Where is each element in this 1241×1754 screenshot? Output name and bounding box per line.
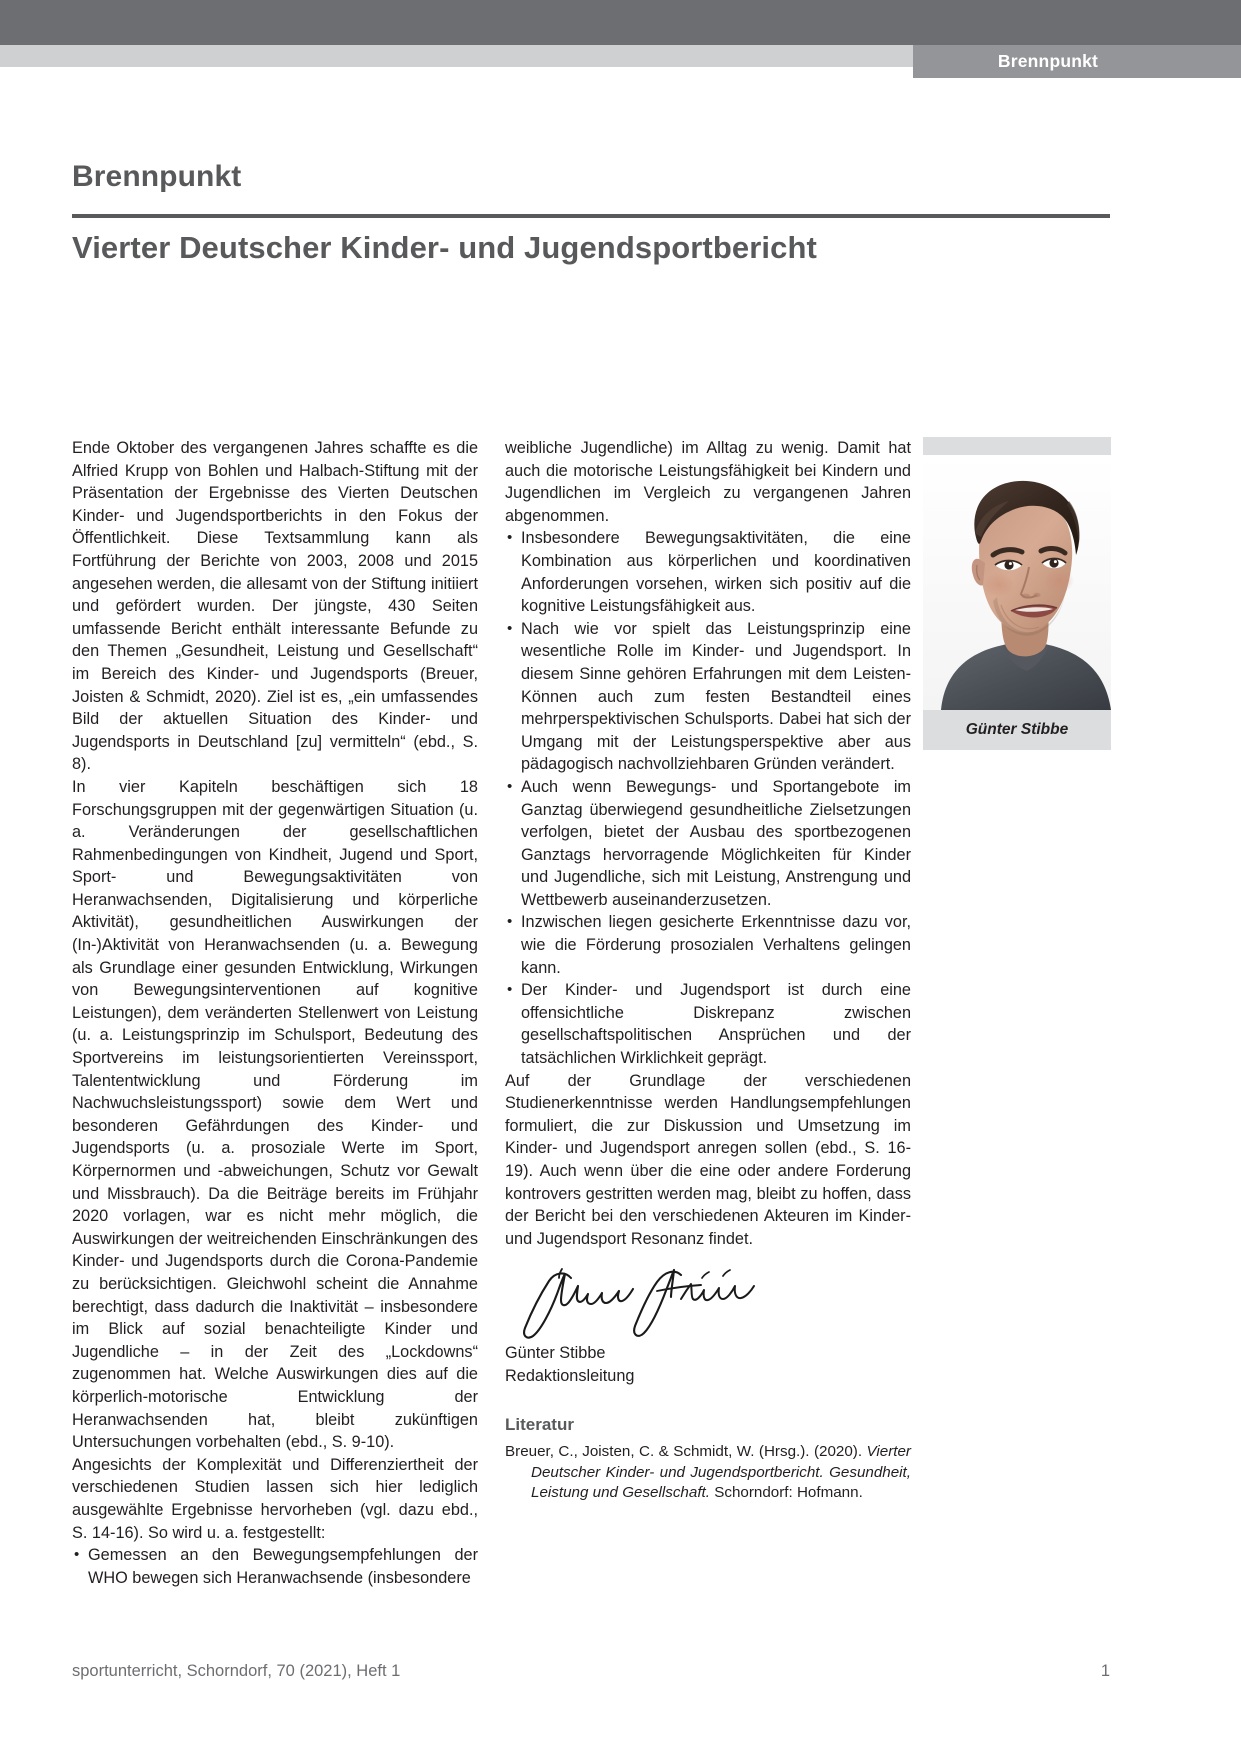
literature-authors-year: Breuer, C., Joisten, C. & Schmidt, W. (Hrsg.). (2020). — [505, 1443, 867, 1461]
footer-page-number: 1 — [1100, 1662, 1110, 1680]
author-photo-block — [923, 437, 1111, 750]
list-item: • Auch wenn Bewegungs- und Sportangebote im Ganztag überwiegend gesundheitliche Zielsetzungen verfolgen, bietet der Ausbau des sportbezogenen Ganztags hervorragende Möglichkeiten für Kinder und Jugendliche, sich mit Leistung, Anstrengung und Wettbewerb auseinanderzusetzen. — [505, 776, 911, 912]
signature-glyph — [505, 1266, 805, 1340]
list-item: • Der Kinder- und Jugendsport ist durch eine offensichtliche Diskrepanz zwischen gesellschaftspolitischen Ansprüchen und der tatsächlichen Wirklichkeit geprägt. — [505, 979, 911, 1069]
page-footer — [72, 1662, 1110, 1681]
list-item: • Inzwischen liegen gesicherte Erkenntnisse dazu vor, wie die Förderung prosozialen Verhaltens gelingen kann. — [505, 911, 911, 979]
list-item: • Insbesondere Bewegungsaktivitäten, die eine Kombination aus körperlichen und koordinativen Anforderungen vorsehen, wirken sich positiv auf die kognitive Leistungsfähigkeit aus. — [505, 527, 911, 617]
bullet-1-continuation: weibliche Jugendliche) im Alltag zu wenig. Damit hat auch die motorische Leistungsfähigkeit bei Kindern und Jugendlichen im Vergleich zu vergangenen Jahren abgenommen. — [505, 439, 911, 525]
literature-publisher: Schorndorf: Hofmann. — [710, 1483, 863, 1501]
list-item: • Nach wie vor spielt das Leistungsprinzip eine wesentliche Rolle im Kinder- und Jugendsport. In diesem Sinne gehören Erfahrungen mit dem Leisten-Können auch zum festen Bestandteil eines mehrperspektivischen Schulsports. Dabei hat sich der Umgang mit der Leistungsperspektive aber aus pädagogisch nachvollziehbaren Gründen verändert. — [505, 618, 911, 776]
handwritten-signature — [505, 1266, 911, 1340]
photo-top-band — [923, 437, 1111, 455]
list-item: • Gemessen an den Bewegungsempfehlungen der WHO bewegen sich Heranwachsende (insbesondere — [72, 1544, 478, 1589]
signature-name: Günter Stibbe — [505, 1344, 606, 1363]
header-divider-rule — [72, 214, 1110, 218]
paragraph-intro: Ende Oktober des vergangenen Jahres schaffte es die Alfried Krupp von Bohlen und Halbach-Stiftung mit der Präsentation der Ergebnisse des Vierten Deutschen Kinder- und Jugendsportberichts in den Fokus der Öffentlichkeit. Diese Textsammlung kann als Fortführung der Berichte von 2003, 2008 und 2015 angesehen werden, die allesamt von der Stiftung initiiert und gefördert wurden. Der jüngste, 430 Seiten umfassende Bericht enthält interessante Befunde zu den Themen „Gesundheit, Leistung und Gesellschaft“ im Bereich des Kinder- und Jugendsports (Breuer, Joisten & Schmidt, 2020). Ziel ist es, „ein umfassendes Bild der aktuellen Situation des Kinder- und Jugendsports in Deutschland [zu] vermitteln“ (ebd., S. 8). — [72, 439, 478, 774]
footer-source: sportunterricht, Schorndorf, 70 (2021), Heft 1 — [72, 1662, 401, 1680]
portrait-illustration — [923, 455, 1111, 710]
paragraph-results-intro: Angesichts der Komplexität und Differenziertheit der verschiedenen Studien lassen sich hier lediglich ausgewählte Ergebnisse hervorheben (vgl. dazu ebd., S. 14-16). So wird u. a. festgestellt: — [72, 1455, 478, 1542]
paragraph-closing: Auf der Grundlage der verschiedenen Studienerkenntnisse werden Handlungsempfehlungen formuliert, die zur Diskussion und Umsetzung im Kinder- und Jugendsport anregen sollen (ebd., S. 16-19). Auch wenn über die eine oder andere Forderung kontrovers gestritten werden mag, bleibt zu hoffen, dass der Bericht bei den verschiedenen Akteuren im Kinder- und Jugendsport Resonanz findet. — [505, 1071, 911, 1248]
running-head-label: Brennpunkt — [997, 51, 1099, 71]
section-kicker: Brennpunkt — [72, 160, 242, 193]
literature-heading: Literatur — [505, 1414, 574, 1434]
findings-list-part1 — [72, 1544, 478, 1589]
findings-list-part2 — [505, 527, 911, 1069]
running-head-tab — [913, 45, 1241, 78]
photo-caption: Günter Stibbe — [923, 710, 1111, 750]
top-dark-band — [0, 0, 1241, 45]
literature-title: Vierter Deutscher Kinder- und Jugendsportbericht. Gesundheit, Leistung und Gesellschaft. — [531, 1443, 911, 1501]
right-text-column — [505, 437, 911, 1627]
paragraph-chapters: In vier Kapiteln beschäftigen sich 18 Forschungsgruppen mit der gegenwärtigen Situation (u. a. Veränderungen der gesellschaftlichen Rahmenbedingungen von Kindheit, Jugend und Sport, Sport- und Bewegungsaktivitäten von Heranwachsenden, Digitalisierung und körperliche Aktivität), gesundheitlichen Auswirkungen der (In-)Aktivität von Heranwachsenden (u. a. Bewegung als Grundlage einer gesunden Entwicklung, Wirkungen von Bewegungsinterventionen auf kognitive Leistungen), dem veränderten Stellenwert von Leistung (u. a. Leistungsprinzip im Schulsport, Bedeutung des Sportvereins im leistungsorientierten Vereinssport, Talententwicklung und Förderung im Nachwuchsleistungssport) sowie dem Wert und besonderen Gefährdungen des Kinder- und Jugendsports (u. a. prosoziale Werte im Sport, Körpernormen und -abweichungen, Schutz vor Gewalt und Missbrauch). Da die Beiträge bereits im Frühjahr 2020 vorlagen, war es nicht mehr möglich, die Auswirkungen der weitreichenden Einschränkungen des Kinder- und Jugendsports durch die Corona-Pandemie zu berücksichtigen. Gleichwohl scheint die Annahme berechtigt, dass dadurch die Inaktivität – insbesondere im Blick auf sozial benachteiligte Kinder und Jugendliche – in der Zeit des „Lockdowns“ zugenommen hat. Welche Auswirkungen dies auf die körperlich-motorische Entwicklung der Heranwachsenden hat, bleibt zukünftigen Untersuchungen vorbehalten (ebd., S. 9-10). — [72, 777, 478, 1452]
page-title: Vierter Deutscher Kinder- und Jugendsportbericht — [72, 230, 817, 265]
portrait-photo — [923, 455, 1111, 710]
literature-entry — [505, 1442, 911, 1503]
signature-role: Redaktionsleitung — [505, 1366, 635, 1385]
left-text-column — [72, 437, 478, 1627]
